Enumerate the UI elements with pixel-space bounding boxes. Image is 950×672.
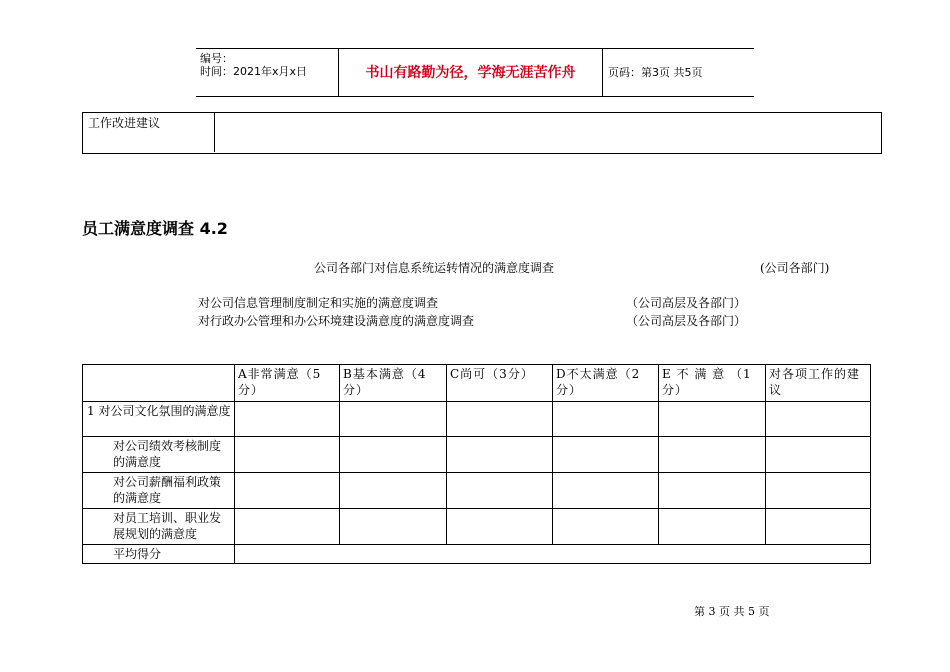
rating-cell[interactable] [447,473,553,509]
improvement-box [82,112,882,154]
average-label: 平均得分 [83,545,235,564]
table-header-cell: B基本满意（4分） [340,365,447,402]
rating-cell[interactable] [659,437,766,473]
improvement-divider [214,112,215,152]
rating-cell[interactable] [340,509,447,545]
doc-number-label: 编号： [200,52,233,65]
survey-line-1-scope: (公司各部门) [760,261,830,275]
rating-cell[interactable] [235,473,340,509]
table-header-cell: C尚可（3分） [447,365,553,402]
rating-cell[interactable] [235,437,340,473]
rating-cell[interactable] [553,473,659,509]
row-label: 对公司薪酬福利政策的满意度 [83,473,235,509]
rating-cell[interactable] [340,437,447,473]
survey-line-3-scope: （公司高层及各部门） [626,314,747,328]
survey-line-2: 对公司信息管理制度制定和实施的满意度调查 [198,296,439,310]
rating-cell[interactable] [235,402,340,437]
average-score-cell[interactable] [235,545,871,564]
suggestion-cell[interactable] [766,402,871,437]
rating-cell[interactable] [553,437,659,473]
suggestion-cell[interactable] [766,473,871,509]
header-motto: 书山有路勤为径，学海无涯苦作舟 [365,65,576,81]
rating-cell[interactable] [447,509,553,545]
table-header-cell: 对各项工作的建议 [766,365,871,402]
table-header-cell: D不太满意（2分） [553,365,659,402]
header-bottom-rule [196,96,754,97]
table-row [83,437,871,473]
rating-cell[interactable] [340,402,447,437]
rating-cell[interactable] [340,473,447,509]
page-footer: 第 3 页 共 5 页 [694,605,770,618]
survey-line-1: 公司各部门对信息系统运转情况的满意度调查 [314,261,555,275]
rating-cell[interactable] [235,509,340,545]
header-divider-right [602,48,603,96]
table-header-row [83,365,871,402]
row-label: 对公司绩效考核制度的满意度 [83,437,235,473]
row-label: 1 对公司文化氛围的满意度 [83,402,235,437]
suggestion-cell[interactable] [766,509,871,545]
rating-cell[interactable] [553,402,659,437]
doc-time-label: 时间：2021年x月x日 [200,65,308,78]
improvement-label: 工作改进建议 [88,116,161,130]
row-label: 对员工培训、职业发展规划的满意度 [83,509,235,545]
suggestion-cell[interactable] [766,437,871,473]
average-row [83,545,871,564]
survey-line-3: 对行政办公管理和办公环境建设满意度的满意度调查 [198,314,475,328]
rating-cell[interactable] [447,402,553,437]
survey-line-2-scope: （公司高层及各部门） [626,296,747,310]
table-row [83,402,871,437]
rating-cell[interactable] [447,437,553,473]
table-header-cell: E 不 满 意 （1分） [659,365,766,402]
table-header-cell [83,365,235,402]
satisfaction-table [82,364,871,564]
rating-cell[interactable] [659,402,766,437]
page-indicator: 页码：第3页 共5页 [608,66,703,79]
table-row [83,473,871,509]
rating-cell[interactable] [659,473,766,509]
table-header-cell: A非常满意（5分） [235,365,340,402]
table-row [83,509,871,545]
header-top-rule [196,48,754,49]
rating-cell[interactable] [659,509,766,545]
rating-cell[interactable] [553,509,659,545]
section-title: 员工满意度调查 4.2 [82,219,228,238]
